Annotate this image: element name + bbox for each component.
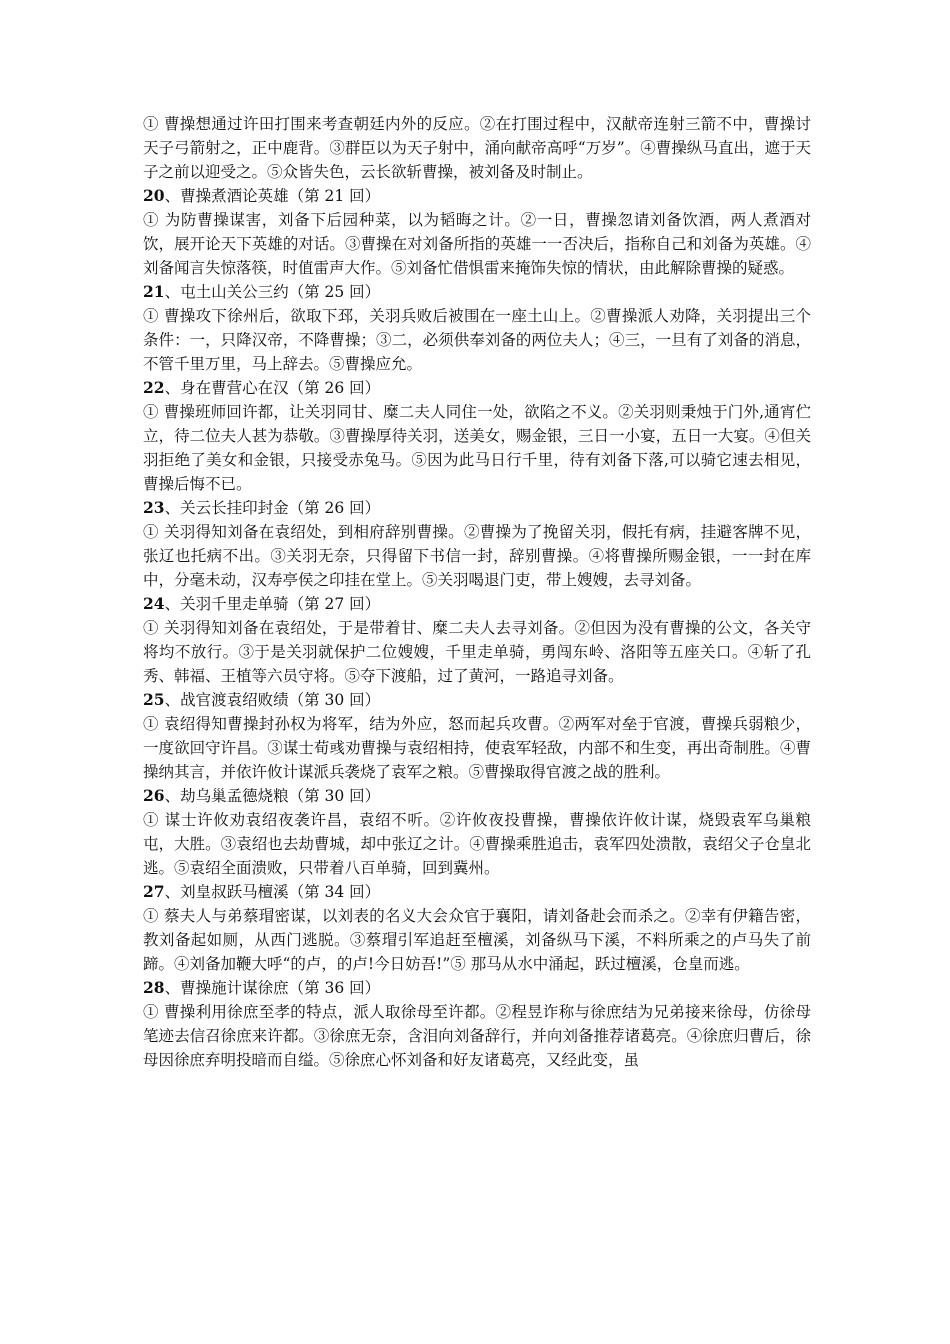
section-number: 21 [143,282,165,301]
document-body [143,112,811,1072]
section-title: 、屯土山关公三约（第 25 回） [164,283,381,301]
section-number: 26 [143,786,165,805]
section-number: 20 [143,186,165,205]
section-heading [143,184,811,208]
section-paragraph: ① 曹操想通过许田打围来考查朝廷内外的反应。②在打围过程中，汉献帝连射三箭不中，曹操讨天子弓箭射之，正中鹿背。③群臣以为天子射中，涌向献帝高呼“万岁”。④曹操纵马直出，遮于天子之前以迎受之。⑤众皆失色，云长欲斩曹操，被刘备及时制止。 [143,115,811,181]
section-paragraph: ① 关羽得知刘备在袁绍处，到相府辞别曹操。②曹操为了挽留关羽，假托有病，挂避客牌不见，张辽也托病不出。③关羽无奈，只得留下书信一封，辞别曹操。④将曹操所赐金银，一一封在库中，分毫未动，汉寿亭侯之印挂在堂上。⑤关羽喝退门吏，带上嫂嫂，去寻刘备。 [143,523,811,589]
section-title: 、战官渡袁绍败绩（第 30 回） [164,691,381,709]
section-title: 、劫乌巢孟德烧粮（第 30 回） [164,787,381,805]
section-paragraph: ① 蔡夫人与弟蔡瑁密谋，以刘表的名义大会众官于襄阳，请刘备赴会而杀之。②幸有伊籍告密，教刘备起如厕，从西门逃脱。③蔡瑁引军追赶至檀溪，刘备纵马下溪，不料所乘之的卢马失了前蹄。④刘备加鞭大呼“的卢，的卢!今日妨吾!”⑤ 那马从水中涌起，跃过檀溪，仓皇而逃。 [143,907,811,973]
section-heading [143,496,811,520]
section-number: 27 [143,882,165,901]
section-title: 、曹操施计谋徐庶（第 36 回） [164,979,381,997]
section-heading [143,976,811,1000]
section-number: 25 [143,690,165,709]
section-number: 24 [143,594,165,613]
section-heading [143,784,811,808]
section-title: 、刘皇叔跃马檀溪（第 34 回） [164,883,381,901]
section-paragraph: ① 曹操利用徐庶至孝的特点，派人取徐母至许都。②程昱诈称与徐庶结为兄弟接来徐母，仿徐母笔迹去信召徐庶来许都。③徐庶无奈，含泪向刘备辞行，并向刘备推荐诸葛亮。④徐庶归曹后，徐母因徐庶弃明投暗而自缢。⑤徐庶心怀刘备和好友诸葛亮，又经此变，虽 [143,1003,811,1069]
section-paragraph: ① 为防曹操谋害，刘备下后园种菜，以为韬晦之计。②一日，曹操忽请刘备饮酒，两人煮酒对饮，展开论天下英雄的对话。③曹操在对刘备所指的英雄一一否决后，指称自己和刘备为英雄。④刘备闻言失惊落筷，时值雷声大作。⑤刘备忙借惧雷来掩饰失惊的情状，由此解除曹操的疑惑。 [143,211,811,277]
section-title: 、关云长挂印封金（第 26 回） [164,499,381,517]
section-paragraph: ① 袁绍得知曹操封孙权为将军，结为外应，怒而起兵攻曹。②两军对垒于官渡，曹操兵弱粮少，一度欲回守许昌。③谋士荀彧劝曹操与袁绍相持，使袁军轻敌，内部不和生变，再出奇制胜。④曹操纳其言，并依许攸计谋派兵袭烧了袁军之粮。⑤曹操取得官渡之战的胜利。 [143,715,811,781]
section-title: 、曹操煮酒论英雄（第 21 回） [164,187,381,205]
section-number: 22 [143,378,165,397]
section-paragraph: ① 谋士许攸劝袁绍夜袭许昌，袁绍不听。②许攸夜投曹操，曹操依许攸计谋，烧毁袁军乌巢粮屯，大胜。③袁绍也去劫曹城，却中张辽之计。④曹操乘胜追击，袁军四处溃散，袁绍父子仓皇北逃。⑤袁绍全面溃败，只带着八百单骑，回到冀州。 [143,811,811,877]
section-heading [143,592,811,616]
section-heading [143,280,811,304]
section-title: 、关羽千里走单骑（第 27 回） [164,595,381,613]
section-paragraph: ① 关羽得知刘备在袁绍处，于是带着甘、糜二夫人去寻刘备。②但因为没有曹操的公文，各关守将均不放行。③于是关羽就保护二位嫂嫂，千里走单骑，勇闯东岭、洛阳等五座关口。④斩了孔秀、韩福、王植等六员守将。⑤夺下渡船，过了黄河，一路追寻刘备。 [143,619,811,685]
section-number: 28 [143,978,165,997]
section-paragraph: ① 曹操班师回许都，让关羽同甘、糜二夫人同住一处，欲陷之不义。②关羽则秉烛于门外,通宵伫立，待二位夫人甚为恭敬。③曹操厚待关羽，送美女，赐金银，三日一小宴，五日一大宴。④但关羽拒绝了美女和金银，只接受赤兔马。⑤因为此马日行千里，待有刘备下落,可以骑它速去相见，曹操后悔不已。 [143,403,811,493]
section-heading [143,880,811,904]
section-number: 23 [143,498,165,517]
section-heading [143,376,811,400]
section-paragraph: ① 曹操攻下徐州后，欲取下邳，关羽兵败后被围在一座土山上。②曹操派人劝降，关羽提出三个条件：一，只降汉帝，不降曹操；③二，必须供奉刘备的两位夫人；④三，一旦有了刘备的消息，不管千里万里，马上辞去。⑤曹操应允。 [143,307,811,373]
section-title: 、身在曹营心在汉（第 26 回） [164,379,381,397]
section-heading [143,688,811,712]
